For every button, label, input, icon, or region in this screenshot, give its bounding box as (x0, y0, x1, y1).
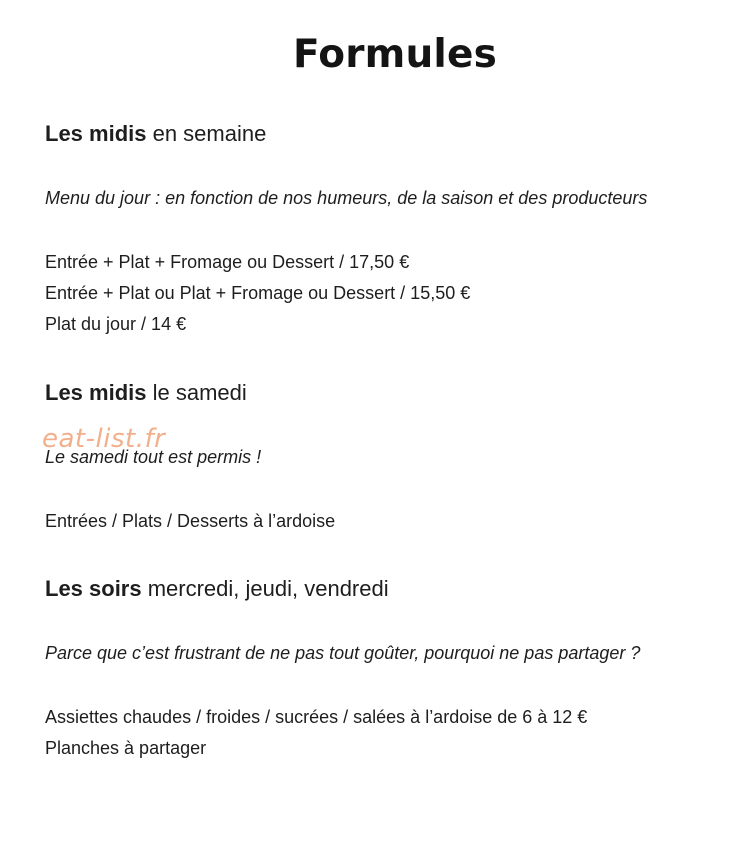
page-title: Formules (292, 32, 498, 77)
section-heading-rest: en semaine (146, 121, 267, 146)
menu-item: Entrées / Plats / Desserts à l’ardoise (45, 511, 336, 531)
section-heading-bold: Les soirs (45, 576, 142, 601)
section-heading-rest: mercredi, jeudi, vendredi (141, 576, 389, 601)
menu-item-list (45, 702, 705, 764)
watermark: eat-list.fr (42, 424, 166, 454)
section-heading-bold: Les midis (45, 380, 147, 405)
menu-item-list (45, 506, 705, 537)
section-tagline: Parce que c’est frustrant de ne pas tout goûter, pourquoi ne pas partager ? (45, 643, 641, 663)
section-heading (45, 575, 705, 603)
menu-item: Planches à partager (45, 738, 207, 758)
menu-item: Entrée + Plat + Fromage ou Dessert / 17,50 € (45, 252, 410, 272)
section-heading (45, 120, 705, 148)
section-tagline: Le samedi tout est permis ! (45, 447, 262, 467)
section-tagline: Menu du jour : en fonction de nos humeurs, de la saison et des producteurs (45, 188, 648, 208)
section-heading-bold: Les midis (45, 121, 147, 146)
menu-item: Plat du jour / 14 € (45, 314, 187, 334)
section-saturday-lunch (45, 379, 705, 537)
section-heading (45, 379, 705, 407)
section-weekday-lunch (45, 120, 705, 340)
menu-item-list (45, 247, 705, 340)
section-heading-rest: le samedi (146, 380, 247, 405)
section-evenings (45, 575, 705, 764)
menu-item: Assiettes chaudes / froides / sucrées / salées à l’ardoise de 6 à 12 € (45, 707, 588, 727)
menu-item: Entrée + Plat ou Plat + Fromage ou Dessert / 15,50 € (45, 283, 471, 303)
